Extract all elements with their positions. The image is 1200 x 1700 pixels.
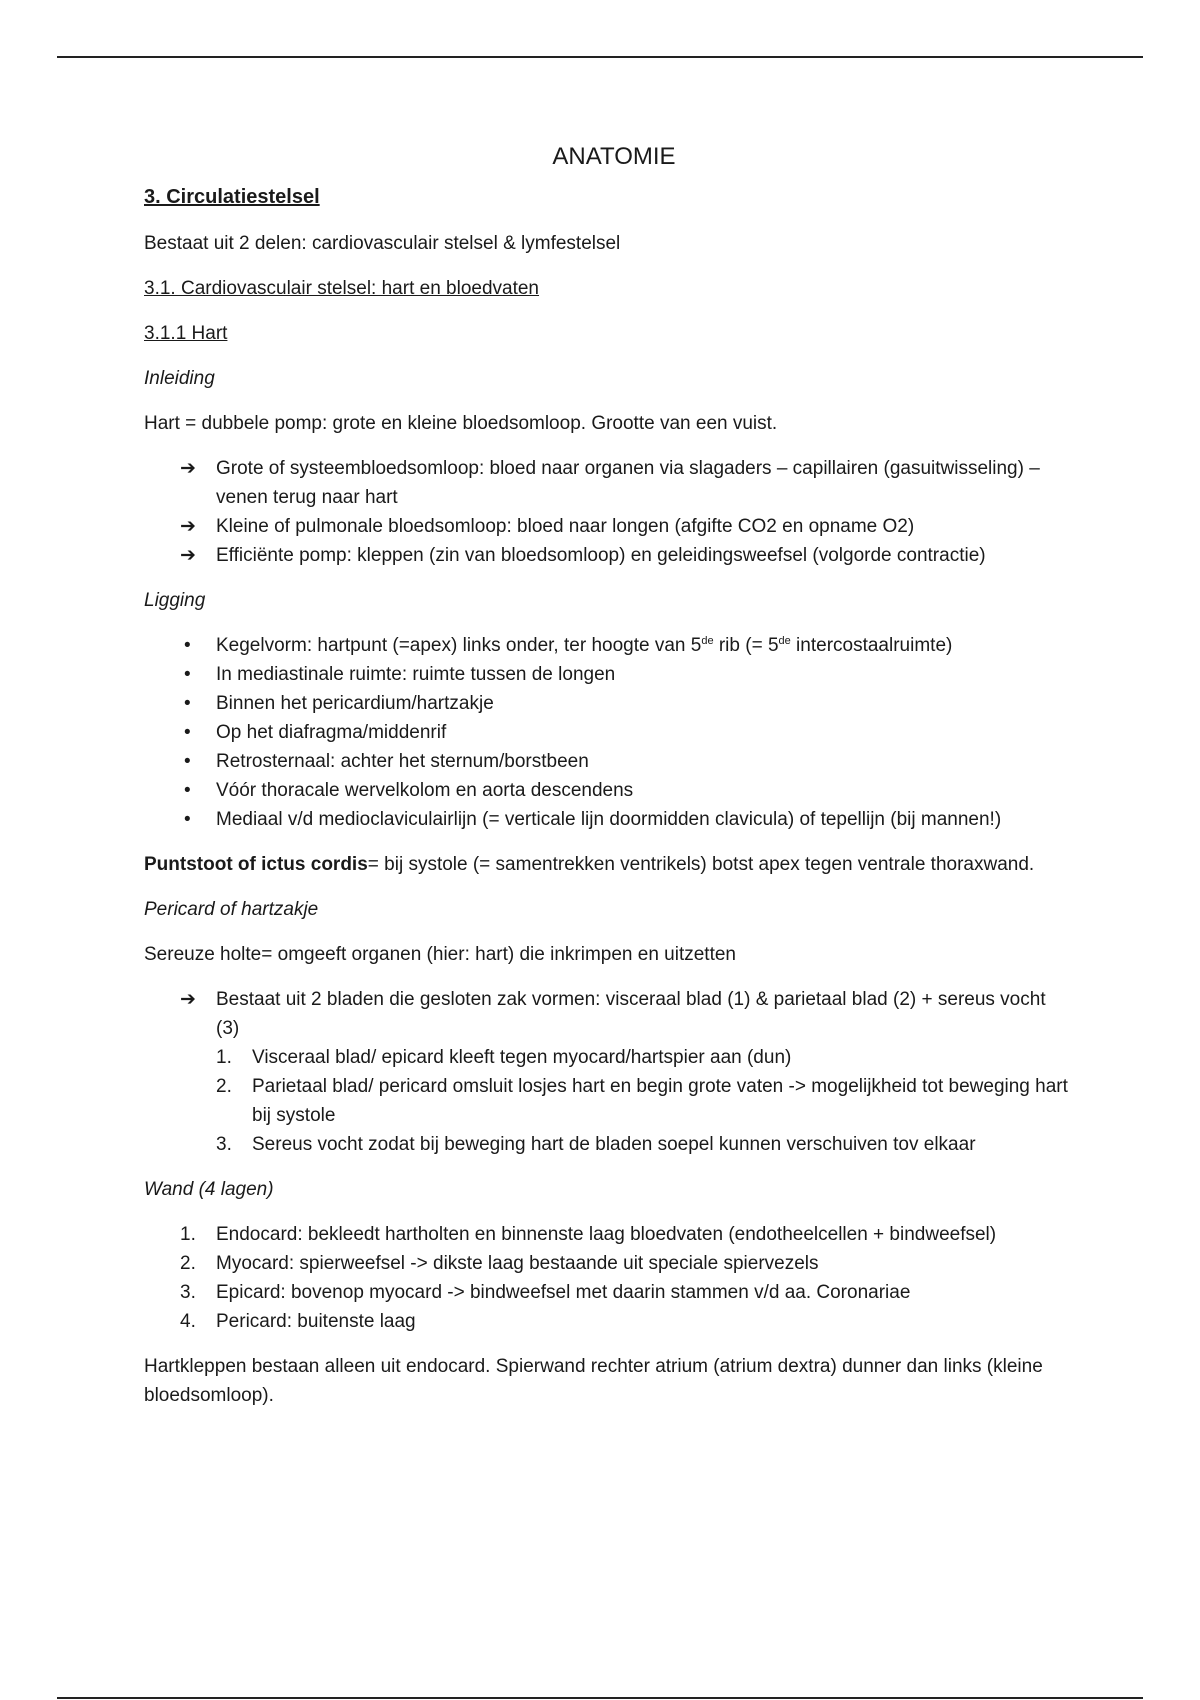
bullet-icon: • [184,693,191,714]
list-item-text: Epicard: bovenop myocard -> bindweefsel met daarin stammen v/d aa. Coronariae [216,1282,911,1303]
number-marker: 4. [180,1311,196,1332]
list-item [144,805,1074,834]
subsection-heading: 3.1. Cardiovasculair stelsel: hart en bloedvaten [144,278,540,299]
closing-paragraph: Hartkleppen bestaan alleen uit endocard. Spierwand rechter atrium (atrium dextra) dunner dan links (kleine bloedsomloop). [144,1356,1043,1406]
wand-heading: Wand (4 lagen) [144,1179,274,1200]
pericard-sublist [216,1043,1074,1159]
arrow-icon: ➔ [180,516,196,537]
number-marker: 1. [180,1224,196,1245]
arrow-icon: ➔ [180,989,196,1010]
inleiding-paragraph: Hart = dubbele pomp: grote en kleine bloedsomloop. Grootte van een vuist. [144,413,778,434]
section-heading: 3. Circulatiestelsel [144,186,320,208]
list-item [144,541,1074,570]
list-item-text: Endocard: bekleedt hartholten en binnenste laag bloedvaten (endotheelcellen + bindweefsel) [216,1224,997,1245]
sublist-item-text: Sereus vocht zodat bij beweging hart de bladen soepel kunnen verschuiven tov elkaar [252,1134,976,1155]
list-item [144,1220,1074,1249]
bullet-icon: • [184,809,191,830]
list-item [144,985,1074,1159]
sublist-item [216,1130,1074,1159]
list-item-text: Retrosternaal: achter het sternum/borstbeen [216,751,589,772]
list-item [144,1249,1074,1278]
list-item-text: Pericard: buitenste laag [216,1311,416,1332]
number-marker: 3. [216,1134,232,1155]
puntstoot-paragraph [144,850,1074,879]
intro-paragraph: Bestaat uit 2 delen: cardiovasculair stelsel & lymfestelsel [144,233,621,254]
list-item-text: Op het diafragma/middenrif [216,722,447,743]
number-marker: 1. [216,1047,232,1068]
page-title: ANATOMIE [552,143,676,170]
list-item [144,660,1074,689]
sublist-item-text: Parietaal blad/ pericard omsluit losjes hart en begin grote vaten -> mogelijkheid tot beweging hart bij systole [252,1076,1068,1126]
list-item-text: In mediastinale ruimte: ruimte tussen de longen [216,664,616,685]
list-item [144,718,1074,747]
list-item [144,689,1074,718]
number-marker: 3. [180,1282,196,1303]
pericard-list [144,985,1074,1159]
bullet-icon: • [184,780,191,801]
bullet-icon: • [184,751,191,772]
arrow-icon: ➔ [180,458,196,479]
subsubsection-heading: 3.1.1 Hart [144,323,228,344]
sublist-item-text: Visceraal blad/ epicard kleeft tegen myocard/hartspier aan (dun) [252,1047,792,1068]
wand-list [144,1220,1074,1336]
puntstoot-term: Puntstoot of ictus cordis [144,854,368,875]
pericard-paragraph: Sereuze holte= omgeeft organen (hier: hart) die inkrimpen en uitzetten [144,944,736,965]
number-marker: 2. [216,1076,232,1097]
pericard-heading: Pericard of hartzakje [144,899,319,920]
inleiding-heading: Inleiding [144,368,215,389]
sublist-item [216,1072,1074,1130]
ligging-list [144,631,1074,834]
document-body [144,142,1074,1426]
list-item [144,631,1074,660]
list-item-text: Vóór thoracale wervelkolom en aorta descendens [216,780,634,801]
list-item [144,454,1074,512]
list-item-text: Bestaat uit 2 bladen die gesloten zak vormen: visceraal blad (1) & parietaal blad (2) + sereus vocht (3) [216,989,1046,1039]
list-item-text: Mediaal v/d medioclaviculairlijn (= verticale lijn doormidden clavicula) of tepellijn (bij mannen!) [216,809,1002,830]
bullet-icon: • [184,664,191,685]
ligging-heading: Ligging [144,590,206,611]
list-item-text: Kleine of pulmonale bloedsomloop: bloed naar longen (afgifte CO2 en opname O2) [216,516,915,537]
number-marker: 2. [180,1253,196,1274]
list-item-text: Efficiënte pomp: kleppen (zin van bloedsomloop) en geleidingsweefsel (volgorde contractie) [216,545,986,566]
list-item [144,1307,1074,1336]
list-item [144,747,1074,776]
header-rule [57,56,1143,58]
list-item [144,776,1074,805]
bullet-icon: • [184,722,191,743]
list-item [144,1278,1074,1307]
arrow-icon: ➔ [180,545,196,566]
list-item-text: Myocard: spierweefsel -> dikste laag bestaande uit speciale spiervezels [216,1253,819,1274]
list-item-text: Kegelvorm: hartpunt (=apex) links onder, ter hoogte van 5de rib (= 5de intercostaalruimte) [216,635,953,656]
list-item [144,512,1074,541]
list-item-text: Binnen het pericardium/hartzakje [216,693,494,714]
inleiding-list [144,454,1074,570]
sublist-item [216,1043,1074,1072]
bullet-icon: • [184,635,191,656]
list-item-text: Grote of systeembloedsomloop: bloed naar organen via slagaders – capillairen (gasuitwisseling) – venen terug naar hart [216,458,1040,508]
puntstoot-text: = bij systole (= samentrekken ventrikels) botst apex tegen ventrale thoraxwand. [367,854,1035,875]
footer-rule [57,1697,1143,1699]
